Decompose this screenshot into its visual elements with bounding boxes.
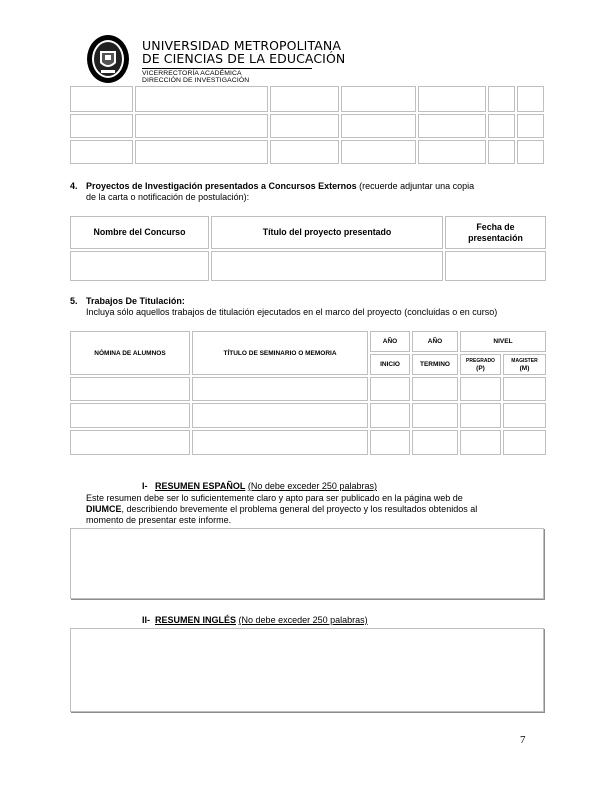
header-rule — [142, 68, 312, 69]
col-header-year-start: AÑO — [370, 331, 410, 352]
col-header-end: TERMINO — [412, 354, 458, 375]
project-title-cell[interactable] — [211, 251, 443, 281]
masters-cell[interactable] — [503, 430, 546, 455]
seminar-title-cell[interactable] — [192, 377, 368, 401]
end-year-cell[interactable] — [412, 430, 458, 455]
summary-es-line1: Este resumen debe ser lo suficientemente claro y apto para ser publicado en la página web de — [86, 493, 463, 503]
section4-note-line2: de la carta o notificación de postulación): — [86, 192, 250, 202]
summary-en-textbox[interactable] — [70, 628, 544, 712]
page-number: 7 — [520, 734, 526, 746]
col-header-year-end: AÑO — [412, 331, 458, 352]
summary-es-diumce: DIUMCE — [86, 504, 122, 514]
undergrad-cell[interactable] — [460, 377, 501, 401]
summary-en-heading — [142, 615, 368, 626]
summary-es-numeral: I- — [142, 481, 148, 491]
section4-number: 4. — [70, 181, 78, 191]
section5-number: 5. — [70, 296, 78, 306]
summary-es-title: RESUMEN ESPAÑOL — [155, 481, 246, 491]
seminar-title-cell[interactable] — [192, 403, 368, 428]
undergrad-cell[interactable] — [460, 430, 501, 455]
summary-en-title: RESUMEN INGLÉS — [155, 615, 237, 625]
summary-es-textbox[interactable] — [70, 528, 544, 599]
undergrad-cell[interactable] — [460, 403, 501, 428]
col-header-masters: MAGISTER (M) — [503, 354, 546, 375]
section4-heading — [86, 181, 546, 192]
section4-title: Proyectos de Investigación presentados a Concursos Externos — [86, 181, 357, 191]
col-header-seminar-title: TÍTULO DE SEMINARIO O MEMORIA — [192, 331, 368, 375]
university-name-line1: UNIVERSIDAD METROPOLITANA — [142, 38, 341, 53]
summary-es-line2-rest: , describiendo brevemente el problema general del proyecto y los resultados obtenidos al — [121, 504, 478, 514]
external-contests-table — [70, 216, 546, 282]
summary-es-heading — [142, 481, 377, 492]
start-year-cell[interactable] — [370, 430, 410, 455]
summary-es-limit: (No debe exceder 250 palabras) — [247, 481, 377, 491]
student-name-cell[interactable] — [70, 403, 190, 428]
summary-es-line2 — [86, 504, 536, 515]
masters-cell[interactable] — [503, 403, 546, 428]
section5-note: Incluya sólo aquellos trabajos de titulación ejecutados en el marco del proyecto (concluidas o en curso) — [86, 307, 498, 317]
university-name-line2: DE CIENCIAS DE LA EDUCACIÓN — [142, 51, 346, 66]
submission-date-cell[interactable] — [445, 251, 546, 281]
vice-rectory-label: VICERRECTORÍA ACADÉMICA — [142, 70, 242, 77]
section4-note-line1: (recuerde adjuntar una copia — [359, 181, 475, 191]
university-seal-icon — [86, 34, 130, 84]
col-header-start: INICIO — [370, 354, 410, 375]
end-year-cell[interactable] — [412, 403, 458, 428]
col-header-contest-name: Nombre del Concurso — [70, 216, 209, 249]
summary-es-line3: momento de presentar este informe. — [86, 515, 232, 525]
col-header-submission-date: Fecha de presentación — [445, 216, 546, 249]
thesis-works-table — [70, 331, 546, 457]
continuation-table — [70, 86, 546, 166]
col-header-project-title: Título del proyecto presentado — [211, 216, 443, 249]
masters-cell[interactable] — [503, 377, 546, 401]
student-name-cell[interactable] — [70, 377, 190, 401]
col-header-undergrad: PREGRADO (P) — [460, 354, 501, 375]
summary-en-limit: (No debe exceder 250 palabras) — [238, 615, 368, 625]
col-header-level: NIVEL — [460, 331, 546, 352]
col-header-students: NÓMINA DE ALUMNOS — [70, 331, 190, 375]
student-name-cell[interactable] — [70, 430, 190, 455]
section5-title: Trabajos De Titulación: — [86, 296, 185, 306]
direction-label: DIRECCIÓN DE INVESTIGACIÓN — [142, 77, 250, 84]
summary-en-numeral: II- — [142, 615, 150, 625]
start-year-cell[interactable] — [370, 377, 410, 401]
seminar-title-cell[interactable] — [192, 430, 368, 455]
start-year-cell[interactable] — [370, 403, 410, 428]
end-year-cell[interactable] — [412, 377, 458, 401]
contest-name-cell[interactable] — [70, 251, 209, 281]
